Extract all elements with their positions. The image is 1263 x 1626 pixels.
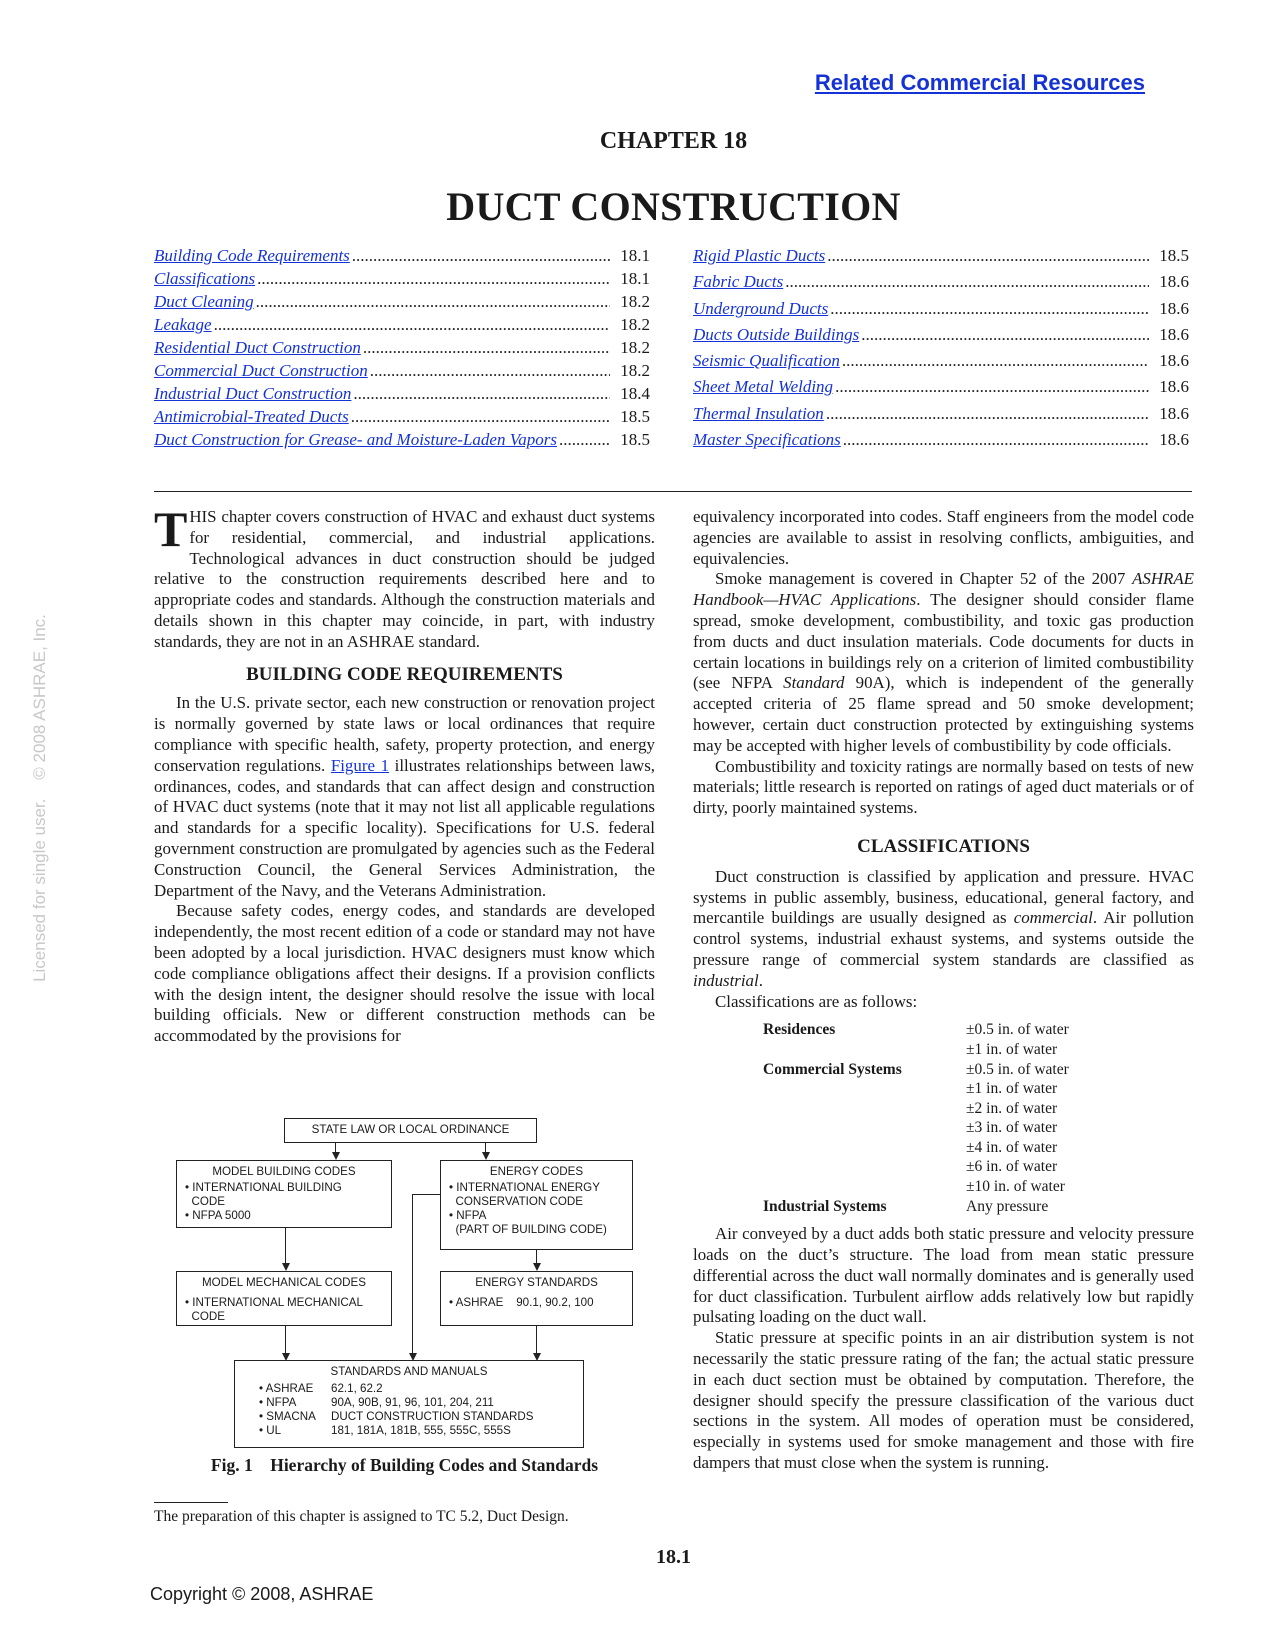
table-row: Industrial Systems Any pressure xyxy=(763,1197,1049,1215)
table-row: ±2 in. of water xyxy=(966,1099,1058,1117)
arrow-icon xyxy=(282,1263,290,1271)
toc-page: 18.6 xyxy=(1159,272,1189,292)
toc-row xyxy=(693,351,1189,377)
paragraph: Classifications are as follows: xyxy=(715,991,918,1011)
list-item: • SMACNA DUCT CONSTRUCTION STANDARDS xyxy=(259,1410,534,1423)
figure-caption: Fig. 1 Hierarchy of Building Codes and Standards xyxy=(210,1455,599,1475)
footnote: The preparation of this chapter is assigned to TC 5.2, Duct Design. xyxy=(154,1508,569,1525)
arrow-icon xyxy=(482,1152,490,1160)
toc-link-fabric[interactable]: Fabric Ducts xyxy=(693,272,784,292)
toc-row xyxy=(154,338,650,361)
toc-row xyxy=(693,430,1189,456)
right-column xyxy=(693,507,1194,1474)
toc-page: 18.6 xyxy=(1159,324,1189,344)
toc-link-antimicrobial[interactable]: Antimicrobial-Treated Ducts xyxy=(154,407,349,426)
left-column xyxy=(154,501,655,1047)
toc-page: 18.6 xyxy=(1159,351,1189,371)
toc-link-outside-buildings[interactable]: Ducts Outside Buildings xyxy=(693,324,860,344)
toc-link-building-code[interactable]: Building Code Requirements xyxy=(154,246,350,265)
toc-row xyxy=(693,377,1189,403)
toc-row xyxy=(693,272,1189,298)
table-row: ±10 in. of water xyxy=(966,1178,1065,1196)
heading-classifications: CLASSIFICATIONS xyxy=(857,835,1030,857)
toc-row xyxy=(154,246,650,269)
box-energy-codes: ENERGY CODES • INTERNATIONAL ENERGY CONSERVATION CODE • NFPA (PART OF BUILDING CODE) xyxy=(440,1160,633,1250)
paragraph: Because safety codes, energy codes, and standards are developed independently, the most recent edition of a code or standard may not have been adopted by a local jurisdiction. HVAC designers must know which code compliance obligations affect their designs. If a provision conflicts with the design intent, the designer should resolve the issue with local building officials. New or different construction methods can be accommodated by the provisions for xyxy=(154,901,655,1046)
toc-page: 18.5 xyxy=(1159,246,1189,265)
toc-link-rigid-plastic[interactable]: Rigid Plastic Ducts xyxy=(693,246,826,265)
table-row: Commercial Systems ±0.5 in. of water xyxy=(763,1060,1069,1078)
toc-row xyxy=(154,430,650,453)
arrow-icon xyxy=(533,1263,541,1271)
toc-row xyxy=(154,269,650,292)
box-state-law: STATE LAW OR LOCAL ORDINANCE xyxy=(284,1118,537,1143)
toc-row xyxy=(154,292,650,315)
toc-row xyxy=(693,325,1189,351)
toc-link-commercial[interactable]: Commercial Duct Construction xyxy=(154,361,368,380)
toc-link-underground[interactable]: Underground Ducts xyxy=(693,298,829,318)
toc-link-sheet-metal[interactable]: Sheet Metal Welding xyxy=(693,377,834,397)
box-energy-standards: ENERGY STANDARDS • ASHRAE 90.1, 90.2, 100 xyxy=(440,1271,633,1326)
box-model-building-codes: MODEL BUILDING CODES • INTERNATIONAL BUILDING CODE • NFPA 5000 xyxy=(176,1160,392,1228)
chapter-label: CHAPTER 18 xyxy=(599,128,748,154)
toc-page: 18.4 xyxy=(620,384,650,403)
copyright-notice: Copyright © 2008, ASHRAE xyxy=(150,1584,374,1604)
toc-page: 18.2 xyxy=(620,315,650,334)
table-row: Residences ±0.5 in. of water xyxy=(763,1021,1069,1039)
table-row: ±6 in. of water xyxy=(966,1158,1058,1176)
toc-page: 18.1 xyxy=(620,269,650,288)
license-watermark: Licensed for single user. © 2008 ASHRAE, Inc. xyxy=(30,614,49,982)
toc-right xyxy=(693,246,1189,456)
list-item: • ASHRAE 62.1, 62.2 xyxy=(259,1382,383,1395)
table-row: ±1 in. of water xyxy=(966,1040,1058,1058)
table-row: ±3 in. of water xyxy=(966,1119,1058,1137)
toc-link-seismic[interactable]: Seismic Qualification xyxy=(693,351,840,371)
page-number: 18.1 xyxy=(656,1546,691,1568)
list-item: • NFPA 90A, 90B, 91, 96, 101, 204, 211 xyxy=(259,1396,494,1409)
paragraph: Air conveyed by a duct adds both static pressure and velocity pressure loads on the duct’s structure. The load from mean static pressure differential across the duct wall normally dominates and is generally used for duct classification. Turbulent airflow adds relatively low but rapidly pulsating loading on the duct wall. xyxy=(693,1224,1194,1327)
toc-page: 18.5 xyxy=(620,430,650,449)
toc-page: 18.2 xyxy=(620,338,650,357)
toc-row xyxy=(693,246,1189,272)
toc-page: 18.5 xyxy=(620,407,650,426)
toc-link-thermal[interactable]: Thermal Insulation xyxy=(693,403,824,423)
toc-link-grease[interactable]: Duct Construction for Grease- and Moisture-Laden Vapors xyxy=(154,430,557,449)
paragraph: Combustibility and toxicity ratings are normally based on tests of new materials; little research is reported on ratings of aged duct materials or of dirty, poorly maintained systems. xyxy=(693,756,1194,818)
table-row: ±4 in. of water xyxy=(966,1138,1058,1156)
toc-row xyxy=(154,407,650,430)
page-title: DUCT CONSTRUCTION xyxy=(446,184,901,229)
header-divider xyxy=(154,491,1192,492)
box-model-mechanical-codes: MODEL MECHANICAL CODES • INTERNATIONAL MECHANICAL CODE xyxy=(176,1271,392,1326)
box-standards-and-manuals: STANDARDS AND MANUALS • ASHRAE 62.1, 62.2 • NFPA 90A, 90B, 91, 96, 101, 204, 211 • SMACNA DUCT CONSTRUCTION STANDARDS • UL 181, 181A, 181B, 555, 555C, 555S xyxy=(234,1360,584,1448)
toc-link-classifications[interactable]: Classifications xyxy=(154,269,256,288)
arrow-icon xyxy=(332,1152,340,1160)
intro-paragraph: THIS chapter covers construction of HVAC and exhaust duct systems for residential, commercial, and industrial applications. Technological advances in duct construction should be judged relative to the construction requirements described here and to appropriate codes and standards. Although the construction materials and details shown in this chapter may coincide, in part, with industry standards, they are not in an ASHRAE standard. xyxy=(154,501,655,651)
list-item: • UL 181, 181A, 181B, 555, 555C, 555S xyxy=(259,1424,511,1437)
paragraph: In the U.S. private sector, each new construction or renovation project is normally governed by state laws or local ordinances that require compliance with specific health, safety, property protection, and energy conservation regulations. Figure 1 illustrates relationships between laws, ordinances, codes, and standards that can affect design and construction of HVAC duct systems (note that it may not list all applicable regulations and standards for a specific locality). Specifications for U.S. federal government construction are promulgated by agencies such as the Federal Construction Council, the General Services Administration, the Department of the Navy, and the Veterans Administration. xyxy=(154,693,655,900)
figure-1-link[interactable]: Figure 1 xyxy=(330,755,390,775)
toc-link-master-spec[interactable]: Master Specifications xyxy=(693,430,841,450)
drop-cap: T xyxy=(154,501,188,557)
paragraph: equivalency incorporated into codes. Staff engineers from the model code agencies are available to assist in resolving conflicts, ambiguities, and equivalencies. xyxy=(693,507,1194,568)
toc-page: 18.6 xyxy=(1159,298,1189,318)
toc-row xyxy=(154,315,650,338)
toc-page: 18.6 xyxy=(1159,403,1189,423)
footnote-divider xyxy=(154,1502,228,1503)
toc-row xyxy=(154,361,650,384)
classification-table xyxy=(763,1020,1069,1216)
toc-link-duct-cleaning[interactable]: Duct Cleaning xyxy=(154,292,254,311)
toc-row xyxy=(154,384,650,407)
toc-link-leakage[interactable]: Leakage xyxy=(154,315,212,334)
toc-page: 18.2 xyxy=(620,292,650,311)
heading-building-code: BUILDING CODE REQUIREMENTS xyxy=(246,663,563,685)
toc-row xyxy=(693,404,1189,430)
paragraph: Smoke management is covered in Chapter 52 of the 2007 ASHRAE Handbook—HVAC Applications. The designer should consider flame spread, smoke development, combustibility, and toxic gas production from ducts and duct insulation materials. Code documents for ducts in certain locations in buildings rely on a criterion of limited combustibility (see NFPA Standard 90A), which is independent of the generally accepted criteria of 25 flame spread and 50 smoke development; however, certain duct construction protected by extinguishing systems may be accepted with higher levels of combustibility by code officials. xyxy=(693,569,1194,755)
paragraph: Static pressure at specific points in an air distribution system is not necessarily the static pressure rating of the fan; the actual static pressure in each duct section must be obtained by computation. Therefore, the designer should specify the pressure classification of the various duct sections in the system. All modes of operation must be considered, especially in systems used for smoke management and those with fire dampers that must close when the system is running. xyxy=(693,1328,1194,1473)
toc-page: 18.2 xyxy=(620,361,650,380)
toc-link-residential[interactable]: Residential Duct Construction xyxy=(154,338,361,357)
toc-link-industrial[interactable]: Industrial Duct Construction xyxy=(154,384,352,403)
toc-page: 18.1 xyxy=(620,246,650,265)
related-resources-link[interactable]: Related Commercial Resources xyxy=(814,70,1145,95)
toc-row xyxy=(693,299,1189,325)
toc-page: 18.6 xyxy=(1159,377,1189,397)
toc-left xyxy=(154,246,650,453)
toc-page: 18.6 xyxy=(1159,430,1189,450)
paragraph: Duct construction is classified by application and pressure. HVAC systems in public assembly, business, educational, general factory, and mercantile buildings are usually designed as commercial. Air pollution control systems, industrial exhaust systems, and systems outside the pressure range of commercial system standards are classified as industrial. xyxy=(693,866,1194,990)
table-row: ±1 in. of water xyxy=(966,1080,1058,1098)
